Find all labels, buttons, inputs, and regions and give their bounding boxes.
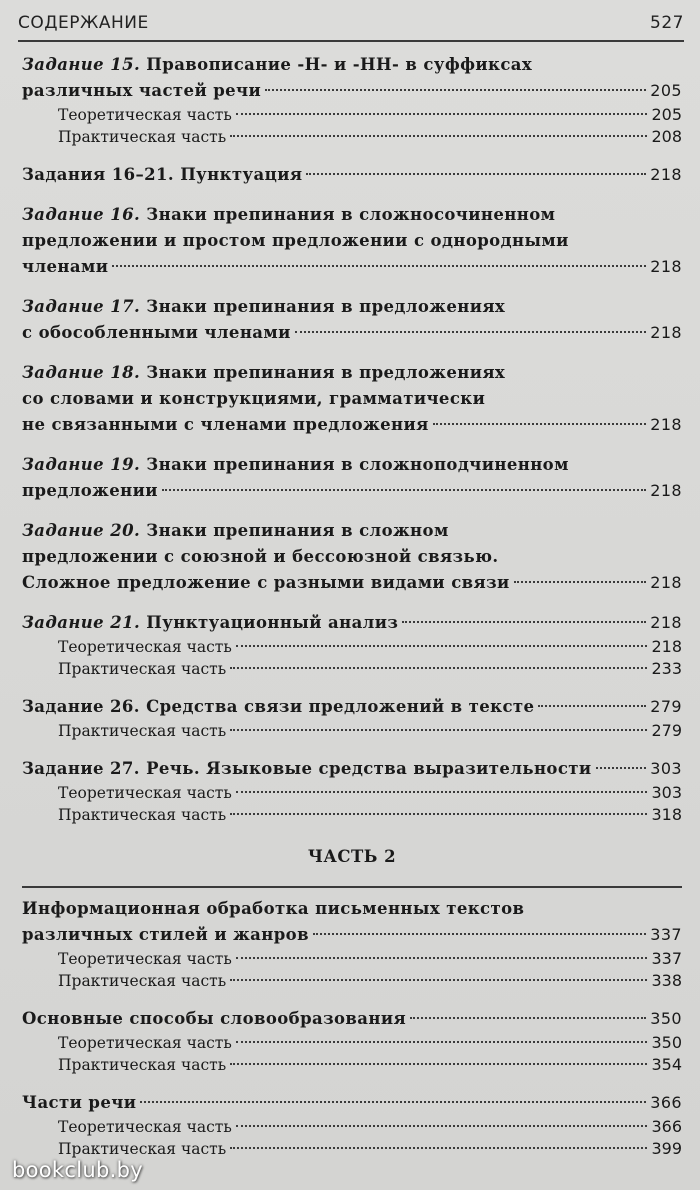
toc-entry-text: Задание 27. Речь. Языковые средства выразительности [22, 759, 592, 778]
toc-entry-line [22, 544, 682, 570]
toc-entry-text: не связанными с членами предложения [22, 415, 429, 434]
toc-entry-line [22, 610, 682, 636]
toc-subentry [22, 104, 682, 126]
toc-subentry-text: Теоретическая часть [58, 1118, 232, 1136]
toc-entry-text: Знаки препинания в сложносочиненном [146, 205, 556, 224]
toc-entry [22, 518, 682, 596]
part1-entries [22, 52, 682, 826]
toc-task-label: Задание 17. [22, 297, 141, 316]
toc-entry [22, 294, 682, 346]
toc-page-number: 279 [651, 721, 682, 740]
toc-entry-line [22, 1090, 682, 1116]
dot-leader [230, 1147, 647, 1149]
toc-task-label: Задание 20. [22, 521, 141, 540]
dot-leader [433, 423, 647, 425]
toc-entry-line [22, 694, 682, 720]
toc-subentry [22, 970, 682, 992]
dot-leader [230, 979, 647, 981]
toc-entry [22, 1006, 682, 1076]
toc-page-number: 208 [651, 127, 682, 146]
toc-entry-line [22, 518, 682, 544]
toc-subentry-text: Теоретическая часть [58, 950, 232, 968]
toc-subentry [22, 804, 682, 826]
toc-entry-text: с обособленными членами [22, 323, 291, 342]
table-of-contents [22, 52, 682, 1174]
toc-entry-line [22, 570, 682, 596]
watermark-logo: bookclub.by [12, 1158, 143, 1182]
toc-subentry [22, 782, 682, 804]
dot-leader [402, 621, 646, 623]
toc-page-number: 218 [650, 573, 682, 592]
toc-entry-text: Знаки препинания в предложениях [146, 297, 506, 316]
toc-entry [22, 896, 682, 992]
dot-leader [236, 1125, 648, 1127]
dot-leader [596, 767, 647, 769]
header-title: СОДЕРЖАНИЕ [18, 13, 149, 33]
toc-entry-text: Знаки препинания в сложноподчиненном [146, 455, 569, 474]
toc-page-number: 337 [650, 925, 682, 944]
toc-page-number: 218 [650, 613, 682, 632]
toc-entry-line [22, 78, 682, 104]
toc-entry-line [22, 756, 682, 782]
toc-page-number: 354 [651, 1055, 682, 1074]
header-page-number: 527 [650, 13, 684, 33]
toc-page-number: 218 [650, 257, 682, 276]
toc-page-number: 218 [650, 323, 682, 342]
dot-leader [112, 265, 646, 267]
toc-subentry [22, 636, 682, 658]
dot-leader [295, 331, 646, 333]
toc-entry-line [22, 162, 682, 188]
toc-page-number: 218 [651, 637, 682, 656]
dot-leader [162, 489, 646, 491]
toc-entry-text: членами [22, 257, 109, 276]
dot-leader [514, 581, 647, 583]
toc-subentry-text: Практическая часть [58, 1140, 227, 1158]
toc-subentry-text: Теоретическая часть [58, 1034, 232, 1052]
toc-subentry-text: Теоретическая часть [58, 784, 232, 802]
toc-entry-line [22, 320, 682, 346]
dot-leader [236, 113, 648, 115]
toc-entry [22, 452, 682, 504]
toc-entry-text: Сложное предложение с разными видами связи [22, 573, 510, 592]
toc-page-number: 399 [651, 1139, 682, 1158]
toc-page-number: 205 [651, 105, 682, 124]
toc-subentry [22, 1116, 682, 1138]
dot-leader [236, 645, 648, 647]
toc-page-number: 205 [650, 81, 682, 100]
toc-entry-line [22, 452, 682, 478]
toc-task-label: Задание 21. [22, 613, 141, 632]
running-header [18, 6, 684, 42]
toc-subentry-text: Теоретическая часть [58, 106, 232, 124]
toc-page-number: 218 [650, 415, 682, 434]
toc-page-number: 318 [651, 805, 682, 824]
dot-leader [230, 135, 647, 137]
toc-page-number: 218 [650, 481, 682, 500]
toc-page-number: 350 [651, 1033, 682, 1052]
toc-page-number: 337 [651, 949, 682, 968]
toc-entry-line [22, 254, 682, 280]
toc-entry [22, 360, 682, 438]
toc-page-number: 218 [650, 165, 682, 184]
toc-subentry [22, 126, 682, 148]
toc-entry-text: Правописание -Н- и -НН- в суффиксах [146, 55, 533, 74]
toc-entry-text: Основные способы словообразования [22, 1009, 407, 1028]
toc-entry-line [22, 896, 682, 922]
toc-entry-line [22, 1006, 682, 1032]
part2-rule [22, 886, 682, 888]
dot-leader [313, 933, 646, 935]
dot-leader [265, 89, 646, 91]
toc-entry [22, 162, 682, 188]
toc-entry-line [22, 294, 682, 320]
toc-entry-text: Задания 16–21. Пунктуация [22, 165, 303, 184]
toc-entry-text: Информационная обработка письменных текстов [22, 899, 525, 918]
toc-task-label: Задание 16. [22, 205, 141, 224]
toc-page-number: 350 [650, 1009, 682, 1028]
toc-entry-line [22, 202, 682, 228]
toc-entry-text: Задание 26. Средства связи предложений в тексте [22, 697, 535, 716]
dot-leader [230, 667, 647, 669]
toc-subentry [22, 1032, 682, 1054]
toc-entry-text: предложении [22, 481, 158, 500]
toc-page-number: 279 [650, 697, 682, 716]
dot-leader [230, 729, 647, 731]
toc-entry [22, 694, 682, 742]
toc-task-label: Задание 18. [22, 363, 141, 382]
toc-entry [22, 610, 682, 680]
toc-entry-text: предложении с союзной и бессоюзной связью. [22, 547, 499, 566]
toc-entry-text: Знаки препинания в предложениях [146, 363, 506, 382]
toc-page-number: 303 [651, 783, 682, 802]
toc-entry-line [22, 412, 682, 438]
toc-entry [22, 1090, 682, 1160]
toc-subentry [22, 948, 682, 970]
dot-leader [230, 1063, 647, 1065]
toc-subentry-text: Практическая часть [58, 1056, 227, 1074]
dot-leader [306, 173, 646, 175]
toc-entry-line [22, 360, 682, 386]
dot-leader [236, 1041, 648, 1043]
toc-subentry-text: Практическая часть [58, 722, 227, 740]
toc-entry-line [22, 478, 682, 504]
toc-subentry [22, 1054, 682, 1076]
toc-page-number: 233 [651, 659, 682, 678]
toc-subentry-text: Практическая часть [58, 128, 227, 146]
dot-leader [538, 705, 646, 707]
toc-entry-text: различных частей речи [22, 81, 262, 100]
toc-entry-text: различных стилей и жанров [22, 925, 309, 944]
toc-entry-line [22, 228, 682, 254]
toc-task-label: Задание 19. [22, 455, 141, 474]
toc-page-number: 366 [651, 1117, 682, 1136]
toc-entry [22, 202, 682, 280]
toc-entry-line [22, 52, 682, 78]
toc-subentry [22, 1138, 682, 1160]
toc-task-label: Задание 15. [22, 55, 141, 74]
part2-heading: ЧАСТЬ 2 [307, 847, 397, 866]
toc-entry-text: со словами и конструкциями, грамматически [22, 389, 486, 408]
toc-entry-text: Пунктуационный анализ [146, 613, 399, 632]
toc-page-number: 338 [651, 971, 682, 990]
toc-page-number: 366 [650, 1093, 682, 1112]
toc-subentry [22, 658, 682, 680]
toc-subentry-text: Практическая часть [58, 972, 227, 990]
toc-entry-text: предложении и простом предложении с однородными [22, 231, 569, 250]
dot-leader [230, 813, 647, 815]
toc-entry-text: Знаки препинания в сложном [146, 521, 449, 540]
toc-subentry [22, 720, 682, 742]
dot-leader [236, 791, 648, 793]
toc-entry-line [22, 922, 682, 948]
toc-entry [22, 756, 682, 826]
toc-entry-line [22, 386, 682, 412]
dot-leader [410, 1017, 646, 1019]
dot-leader [140, 1101, 646, 1103]
toc-entry-text: Части речи [22, 1093, 137, 1112]
toc-subentry-text: Практическая часть [58, 806, 227, 824]
toc-entry [22, 52, 682, 148]
dot-leader [236, 957, 648, 959]
toc-subentry-text: Практическая часть [58, 660, 227, 678]
part2-entries [22, 896, 682, 1160]
toc-page-number: 303 [650, 759, 682, 778]
toc-subentry-text: Теоретическая часть [58, 638, 232, 656]
